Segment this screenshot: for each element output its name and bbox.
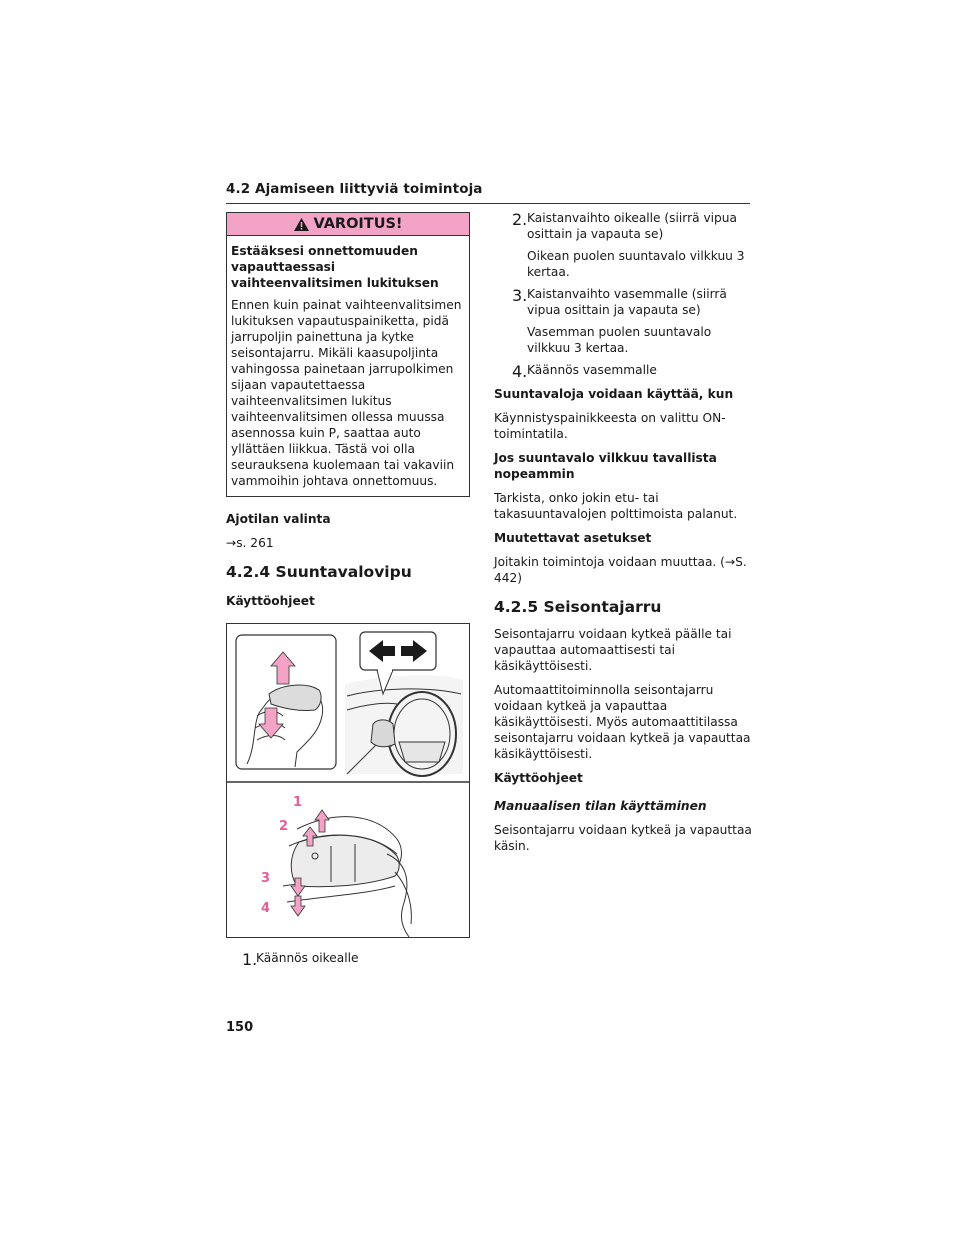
list-item-text: Kaistanvaihto vasemmalle (siirrä vipua osittain ja vapauta se) [527, 287, 727, 317]
list-item [494, 286, 752, 356]
warning-box [226, 212, 470, 497]
list-item-number: 4. [512, 362, 528, 381]
instructions-title: Käyttöohjeet [226, 594, 315, 608]
parking-brake-p2: Automaattitoiminnolla seisontajarru voidaan kytkeä ja vapauttaa käsikäyttöisesti. Myös automaattitilassa seisontajarru voidaan kytkeä ja vapauttaa käsikäyttöisesti. [494, 683, 751, 761]
custom-title: Muutettavat asetukset [494, 531, 652, 545]
list-item [494, 210, 752, 280]
figure-label-3: 3 [261, 871, 271, 886]
turn-signal-figure [226, 623, 470, 938]
page-number: 150 [226, 1020, 254, 1035]
drive-select-ref: →s. 261 [226, 536, 274, 550]
warning-text: Ennen kuin painat vaihteenvalitsimen lukituksen vapautuspainiketta, pidä jarrupoljin painettuna ja kytke seisontajarru. Mikäli kaasupoljinta vahingossa painetaan jarrupolkimen sijaan vapautettaessa vaihteenvalitsimen lukitus vaihteenvalitsimen ollessa muussa asennossa kuin P, saattaa auto yllättäen liikkua. Tästä voi olla seurauksena kuolemaan tai vakaviin vammoihin johtava onnettomuus. [231, 298, 462, 488]
usable-body: Käynnistyspainikkeesta on valittu ON-toimintatila. [494, 411, 726, 441]
list-item [226, 950, 470, 969]
warning-heading: Estääksesi onnettomuuden vapauttaessasi vaihteenvalitsimen lukituksen [231, 244, 439, 290]
left-column [226, 212, 470, 969]
drive-select-title: Ajotilan valinta [226, 512, 331, 526]
figure-label-2: 2 [279, 819, 289, 834]
warning-title: VAROITUS! [313, 216, 403, 232]
list-item-note: Vasemman puolen suuntavalo vilkkuu 3 kertaa. [527, 325, 712, 355]
list-item-text: Kaistanvaihto oikealle (siirrä vipua osittain ja vapauta se) [527, 211, 737, 241]
warning-body [227, 236, 469, 496]
parking-brake-p1: Seisontajarru voidaan kytkeä päälle tai vapauttaa automaattisesti tai käsikäyttöisesti. [494, 627, 732, 673]
list-item-text: Käännös oikealle [256, 951, 359, 965]
manual-mode-body: Seisontajarru voidaan kytkeä ja vapauttaa käsin. [494, 823, 752, 853]
turn-signal-illustration [227, 624, 469, 937]
instructions-title-2: Käyttöohjeet [494, 771, 583, 785]
right-column [494, 210, 752, 854]
warning-triangle-icon [293, 217, 310, 232]
manual-mode-title: Manuaalisen tilan käyttäminen [494, 799, 707, 813]
usable-title: Suuntavaloja voidaan käyttää, kun [494, 387, 734, 401]
custom-body: Joitakin toimintoja voidaan muuttaa. (→S. 442) [494, 555, 747, 585]
section-title-parking-brake: 4.2.5 Seisontajarru [494, 598, 662, 616]
warning-header [227, 213, 469, 236]
list-item [494, 362, 752, 381]
list-item-number: 2. [512, 210, 528, 229]
figure-label-1: 1 [293, 795, 303, 810]
blink-title: Jos suuntavalo vilkkuu tavallista nopeammin [494, 451, 717, 481]
list-item-note: Oikean puolen suuntavalo vilkkuu 3 kertaa. [527, 249, 745, 279]
section-header-title: 4.2 Ajamiseen liittyviä toimintoja [226, 181, 483, 197]
list-item-text: Käännös vasemmalle [527, 363, 657, 377]
section-title-turn-signal: 4.2.4 Suuntavalovipu [226, 563, 412, 581]
blink-body: Tarkista, onko jokin etu- tai takasuuntavalojen polttimoista palanut. [494, 491, 738, 521]
list-item-number: 1. [242, 950, 258, 969]
list-item-number: 3. [512, 286, 528, 305]
figure-label-4: 4 [261, 901, 271, 916]
section-header [226, 178, 750, 204]
